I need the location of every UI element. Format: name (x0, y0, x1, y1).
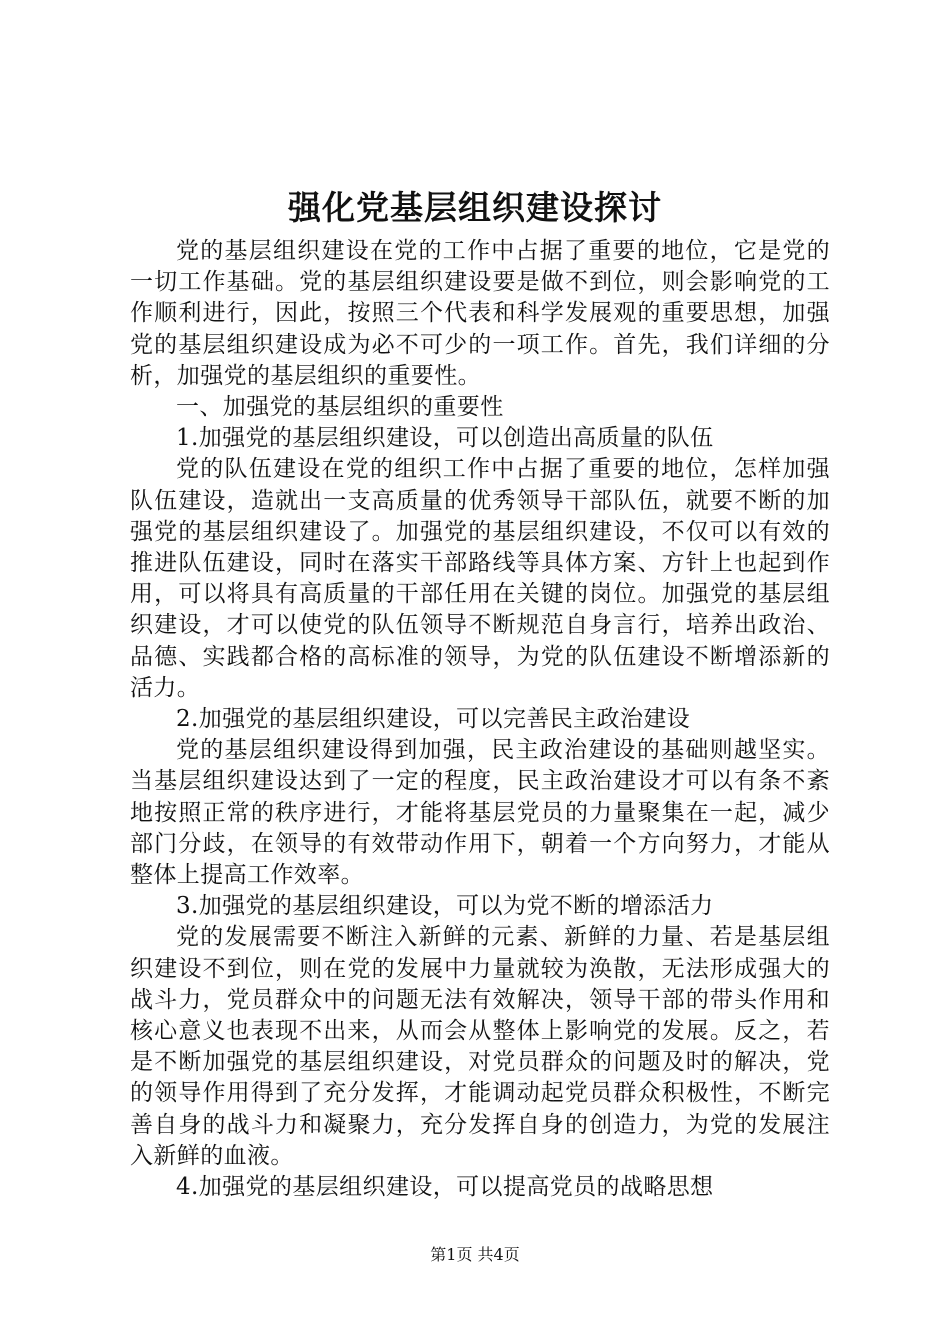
paragraph-democracy: 党的基层组织建设得到加强，民主政治建设的基础则越坚实。当基层组织建设达到了一定的程度，民主政治建设才可以有条不紊地按照正常的秩序进行，才能将基层党员的力量聚集在一起，减少部门分歧，在领导的有效带动作用下，朝着一个方向努力，才能从整体上提高工作效率。 (130, 737, 830, 889)
intro-paragraph: 党的基层组织建设在党的工作中占据了重要的地位，它是党的一切工作基础。党的基层组织建设要是做不到位，则会影响党的工作顺利进行，因此，按照三个代表和科学发展观的重要思想，加强党的基层组织建设成为必不可少的一项工作。首先，我们详细的分析，加强党的基层组织的重要性。 (130, 238, 830, 389)
paragraph-team-building: 党的队伍建设在党的组织工作中占据了重要的地位，怎样加强队伍建设，造就出一支高质量的优秀领导干部队伍，就要不断的加强党的基层组织建设了。加强党的基层组织建设，不仅可以有效的推进队伍建设，同时在落实干部路线等具体方案、方针上也起到作用，可以将具有高质量的干部任用在关键的岗位。加强党的基层组织建设，才可以使党的队伍领导不断规范自身言行，培养出政治、品德、实践都合格的高标准的领导，为党的队伍建设不断增添新的活力。 (130, 456, 830, 701)
page-number-footer: 第1页 共4页 (430, 1245, 520, 1264)
paragraph-vitality: 党的发展需要不断注入新鲜的元素、新鲜的力量、若是基层组织建设不到位，则在党的发展中力量就较为涣散，无法形成强大的战斗力，党员群众中的问题无法有效解决，领导干部的带头作用和核心意义也表现不出来，从而会从整体上影响党的发展。反之，若是不断加强党的基层组织建设，对党员群众的问题及时的解决，党的领导作用得到了充分发挥，才能调动起党员群众积极性，不断完善自身的战斗力和凝聚力，充分发挥自身的创造力，为党的发展注入新鲜的血液。 (130, 924, 830, 1169)
subheading-4: 4.加强党的基层组织建设，可以提高党员的战略思想 (176, 1174, 714, 1201)
document-body (130, 236, 830, 1203)
subheading-2: 2.加强党的基层组织建设，可以完善民主政治建设 (176, 706, 691, 733)
subheading-3: 3.加强党的基层组织建设，可以为党不断的增添活力 (176, 893, 714, 920)
subheading-1: 1.加强党的基层组织建设，可以创造出高质量的队伍 (176, 425, 714, 452)
section-heading-1: 一、加强党的基层组织的重要性 (176, 394, 504, 421)
document-title: 强化党基层组织建设探讨 (288, 188, 662, 227)
